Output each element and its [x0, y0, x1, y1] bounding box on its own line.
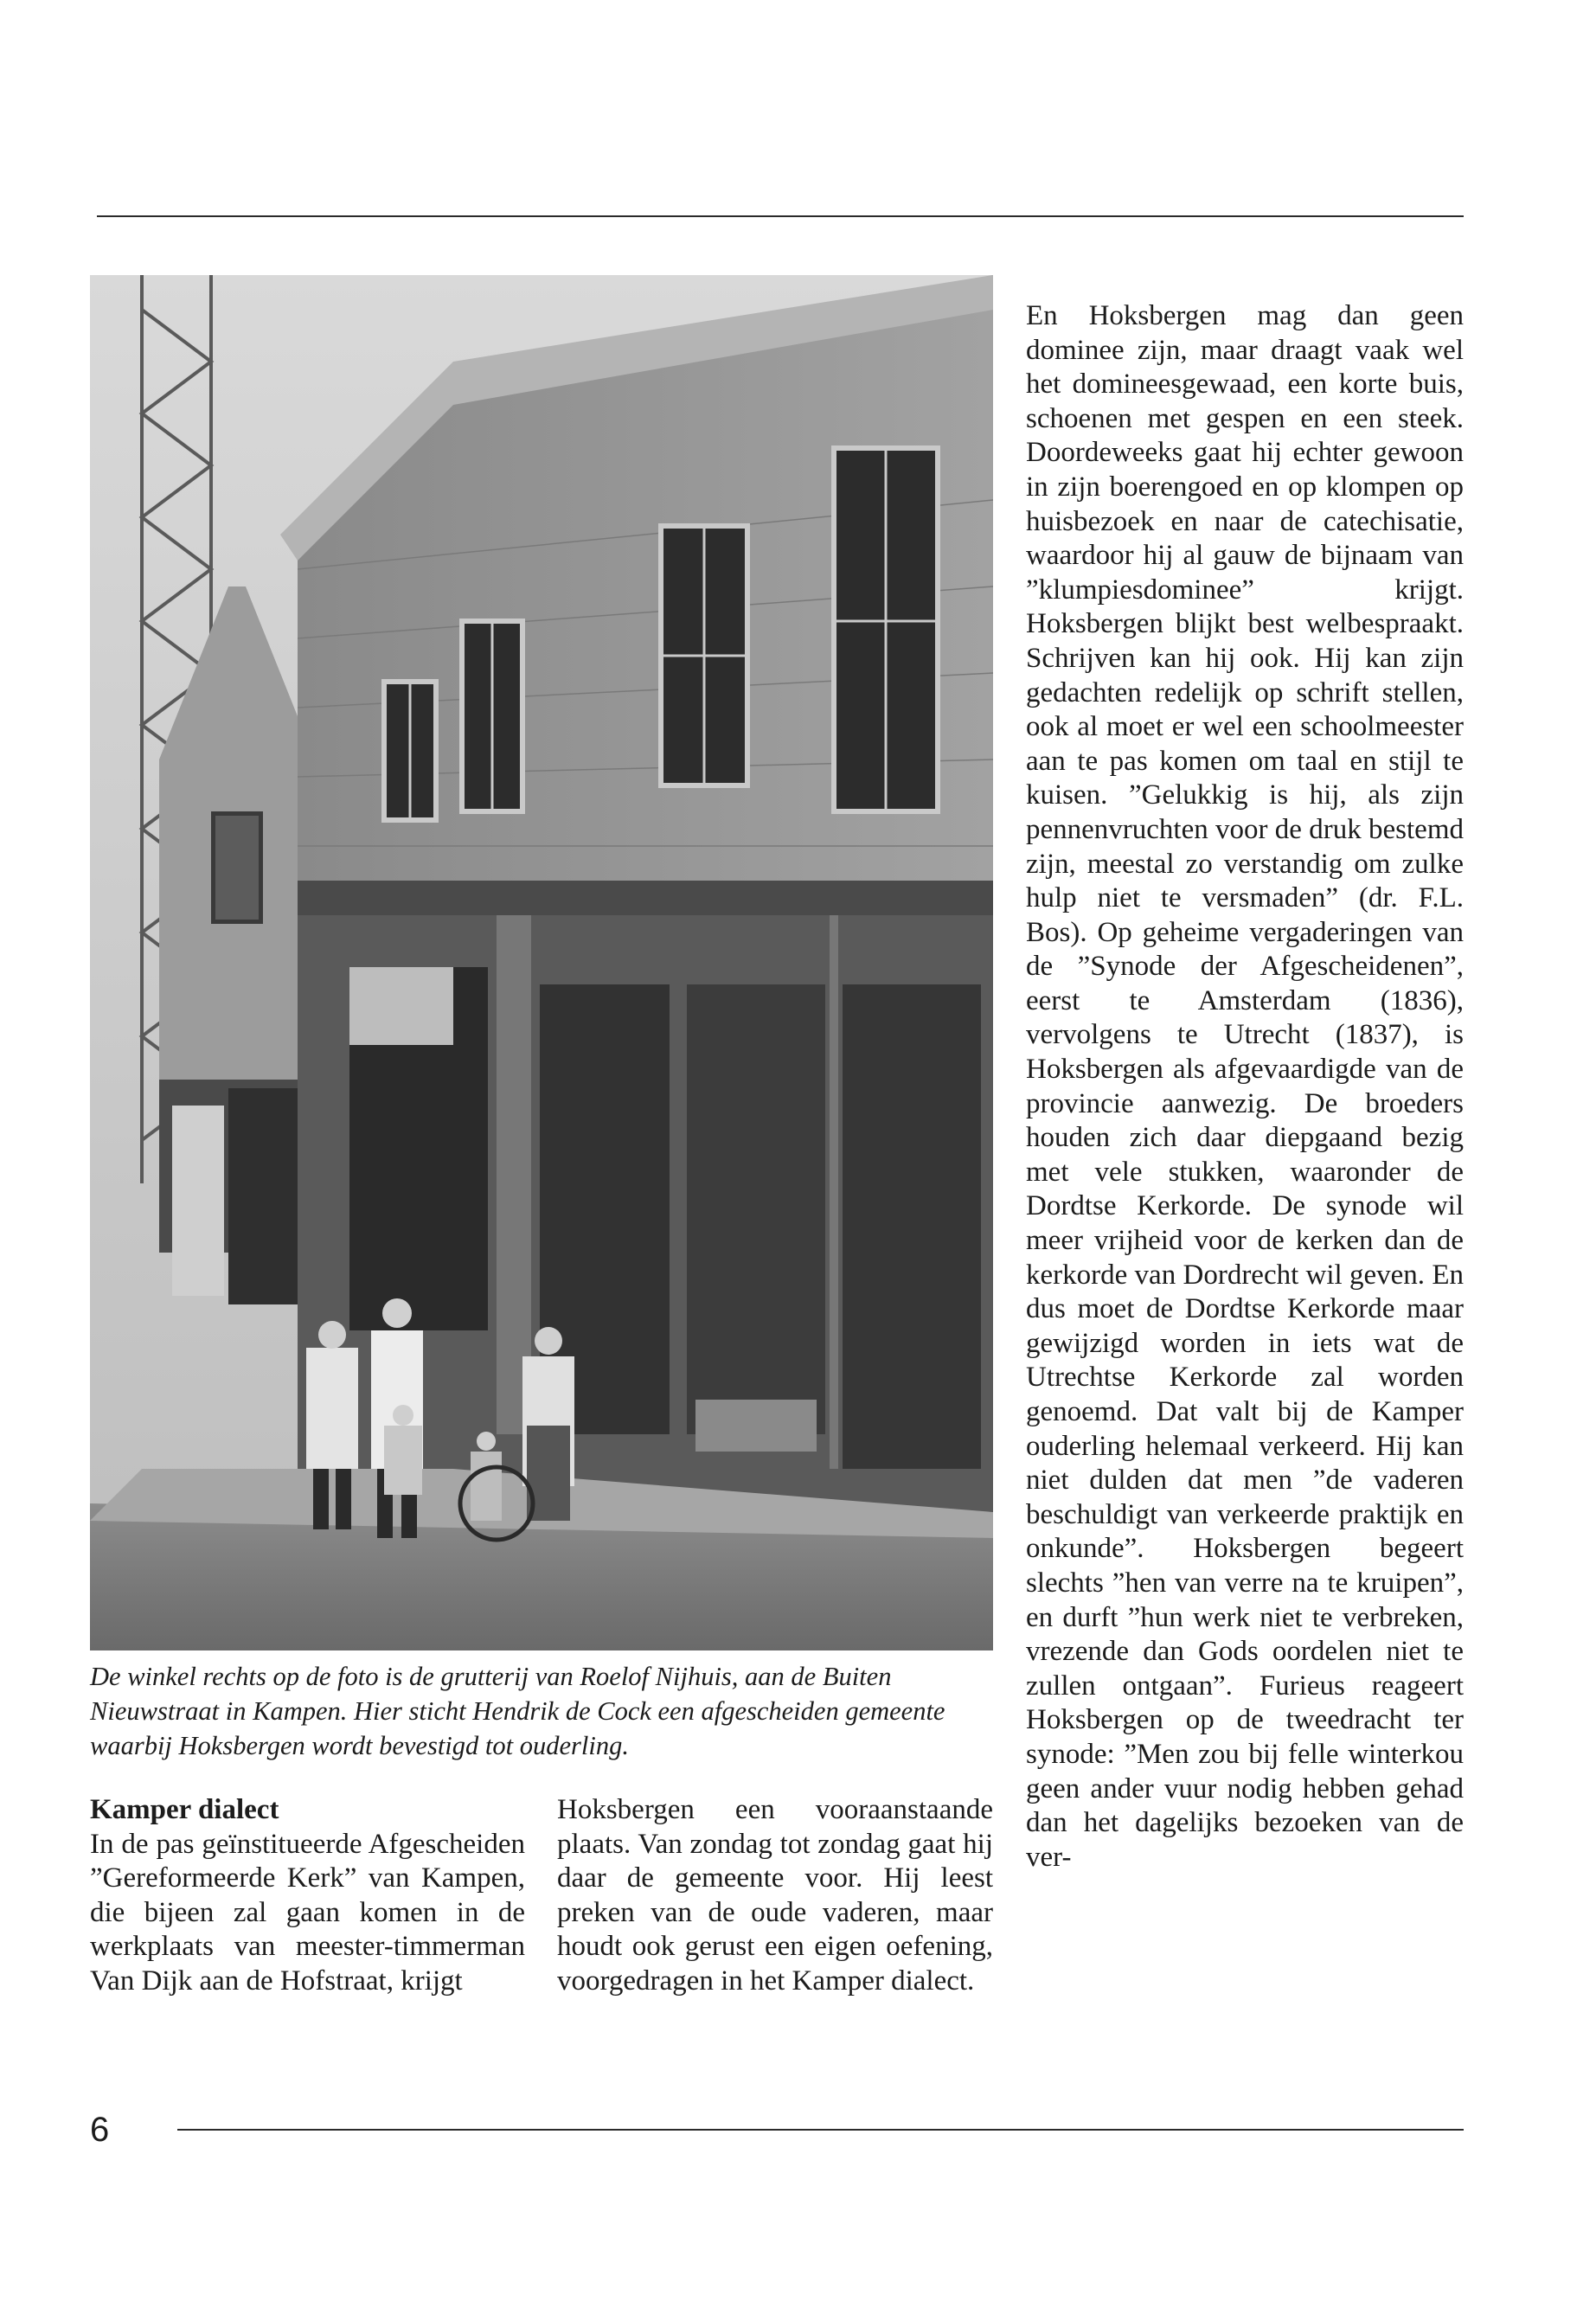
header-rule: [97, 215, 1464, 217]
historic-street-photo: [90, 275, 993, 1650]
text-column-left: [90, 1793, 525, 1999]
paragraph: En Hoksbergen mag dan geen dominee zijn, maar draagt vaak wel het domineesgewaad, een korte buis, schoenen met gespen en een steek. Doordeweeks gaat hij echter gewoon in zijn boerengoed en op klompen op huisbezoek en naar de catechisatie, waardoor hij al gauw de bijnaam van ”klumpiesdominee” krijgt. Hoksbergen blijkt best welbespraakt. Schrijven kan hij ook. Hij kan zijn gedachten redelijk op schrift stellen, ook al moet er wel een schoolmeester aan te pas komen om taal en stijl te kuisen. ”Gelukkig is hij, als zijn pennenvruchten voor de druk bestemd zijn, meestal zo verstandig om zulke hulp niet te versmaden” (dr. F.L. Bos). Op geheime vergaderingen van de ”Synode der Afgescheidenen”, eerst te Amsterdam (1836), vervolgens te Utrecht (1837), is Hoksbergen als afgevaardigde van de provincie aanwezig. De broeders houden zich daar diepgaand bezig met vele stukken, waaronder de Dordtse Kerkorde. De synode wil meer vrijheid voor de kerken dan de kerkorde van Dordrecht wil geven. En dus moet de Dordtse Kerkorde maar gewijzigd worden in iets wat de Utrechtse Kerkorde zal worden genoemd. Dat valt bij de Kamper ouderling helemaal verkeerd. Hij kan niet dulden dat men ”de vaderen beschuldigt van verkeerde praktijk en onkunde”. Hoksbergen begeert slechts ”hen van verre na te kruipen”, en durft ”hun werk niet te verbreken, vrezende dan Gods oordelen niet te zullen ontgaan”. Furieus reageert Hoksbergen op de tweedracht ter synode: ”Men zou bij felle winterkou geen ander vuur nodig hebben gehad dan het dagelijks bezoeken van de ver-: [1026, 300, 1464, 1873]
text-column-middle: [557, 1793, 993, 1999]
paragraph: Hoksbergen een vooraanstaande plaats. Van zondag tot zondag gaat hij daar de gemeente voor. Hij leest preken van de oude vaderen, maar houdt ook gerust een eigen oefening, voorgedragen in het Kamper dialect.: [557, 1794, 993, 1997]
footer-rule: [177, 2129, 1464, 2131]
page-number: 6: [90, 2111, 110, 2149]
paragraph: In de pas geïnstitueerde Afgescheiden ”Gereformeerde Kerk” van Kampen, die bijeen zal gaan komen in de werkplaats van meester-timmerman Van Dijk aan de Hofstraat, krijgt: [90, 1828, 525, 1997]
text-column-right: [1026, 299, 1464, 1875]
section-heading: Kamper dialect: [90, 1794, 279, 1825]
figure-caption: De winkel rechts op de foto is de grutterij van Roelof Nijhuis, aan de Buiten Nieuwstraat in Kampen. Hier sticht Hendrik de Cock een afgescheiden gemeente waarbij Hoksbergen wordt bevestigd tot ouderling.: [90, 1662, 945, 1760]
